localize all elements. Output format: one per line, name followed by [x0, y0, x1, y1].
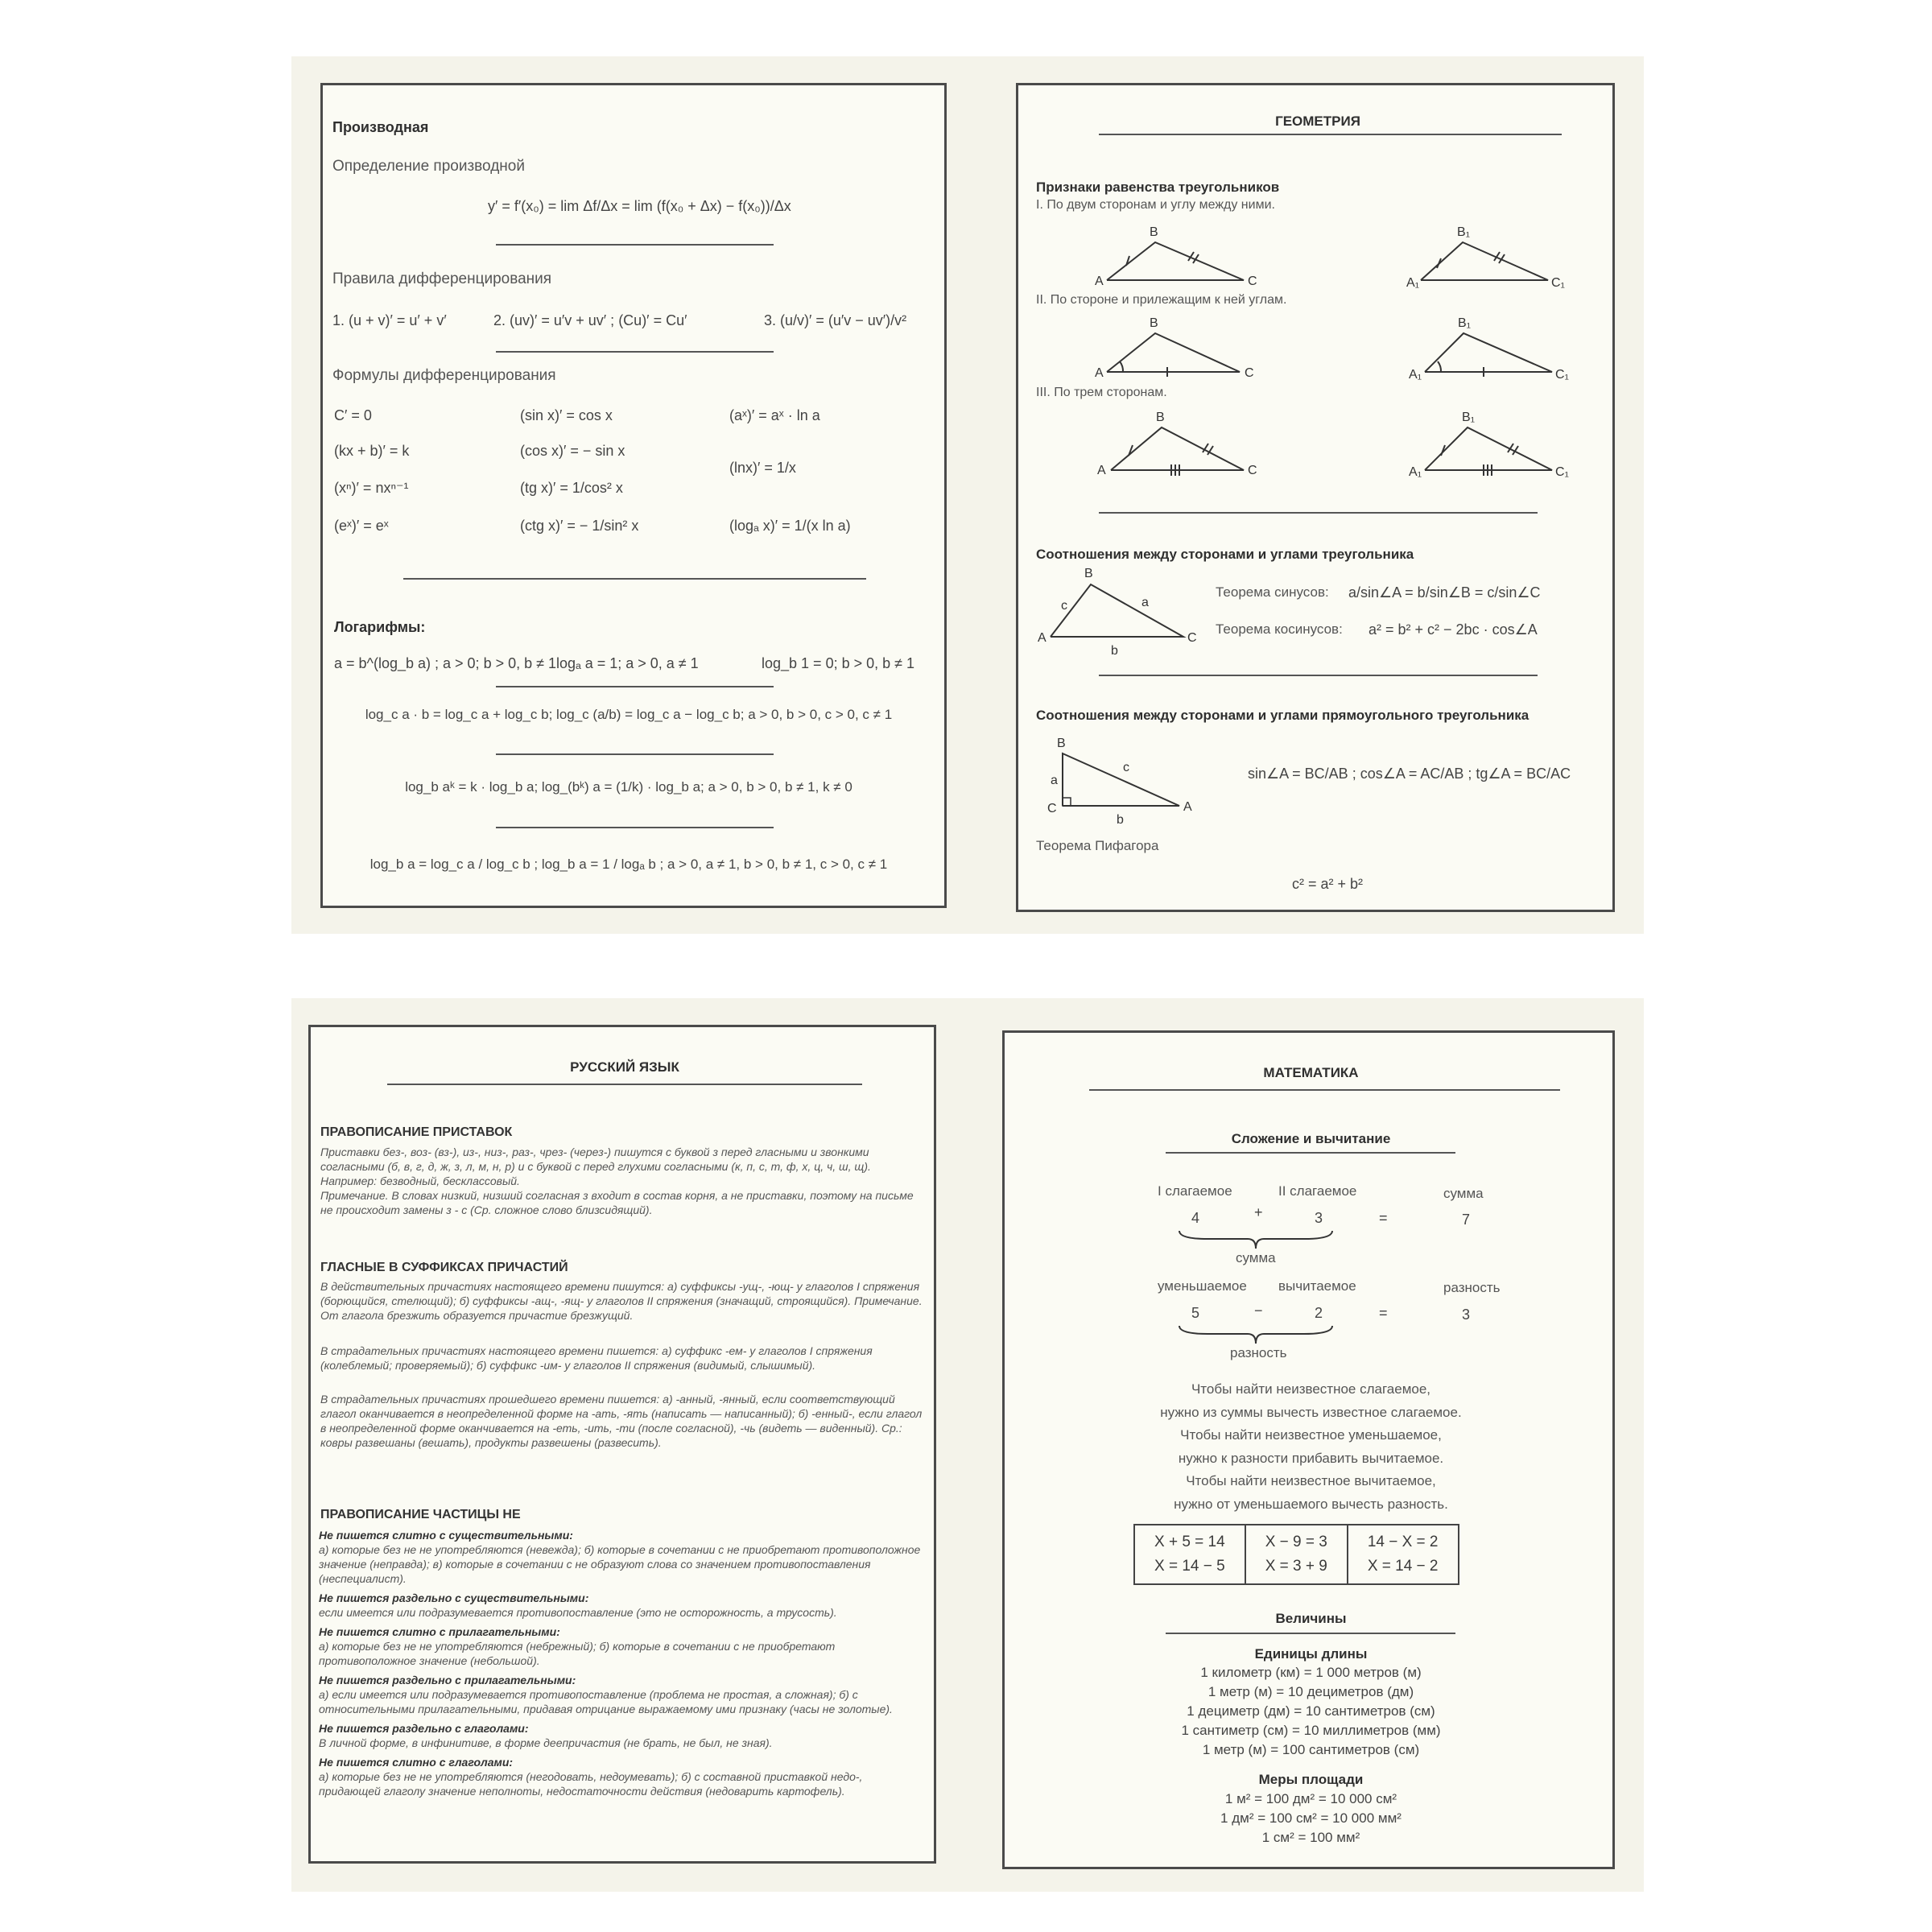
criterion-2: II. По стороне и прилежащим к ней углам.	[1036, 293, 1287, 307]
length-line: 1 метр (м) = 100 сантиметров (см)	[1202, 1742, 1420, 1757]
formula: (xⁿ)′ = nxⁿ⁻¹	[334, 480, 409, 496]
formula: (eˣ)′ = eˣ	[334, 518, 389, 534]
cosine-law-formula: a² = b² + c² − 2bc · cos∠A	[1368, 621, 1538, 638]
russian-title: РУССКИЙ ЯЗЫК	[570, 1059, 679, 1075]
geometry-panel	[1016, 83, 1615, 912]
equals-sign: =	[1379, 1210, 1388, 1226]
section-title: ПРАВОПИСАНИЕ ПРИСТАВОК	[320, 1125, 513, 1139]
vertex-label: C	[1187, 631, 1197, 645]
derivative-panel	[320, 83, 947, 908]
equality-title: Признаки равенства треугольников	[1036, 180, 1280, 195]
formula: (lnx)′ = 1/x	[729, 460, 796, 476]
table-cell	[1134, 1525, 1245, 1584]
length-title: Единицы длины	[1254, 1646, 1368, 1662]
term-value: 4	[1191, 1210, 1200, 1226]
rule-heading: Не пишется слитно с глаголами:	[319, 1756, 514, 1769]
equation: X + 5 = 14	[1154, 1534, 1225, 1550]
log-formula: log_b a = log_c a / log_c b ; log_b a = 1 / logₐ b ; a > 0, a ≠ 1, b > 0, b ≠ 1, c > 0, c ≠ 1	[369, 857, 888, 872]
vertex-label: A	[1097, 464, 1106, 477]
vertex-label: B₁	[1457, 225, 1471, 239]
triangle-abc-diagram	[1026, 564, 1203, 685]
vertex-label: A	[1183, 800, 1192, 814]
side-label: c	[1061, 599, 1067, 613]
side-label: b	[1117, 813, 1124, 827]
vertex-label: A₁	[1409, 368, 1422, 382]
divider	[1166, 1633, 1455, 1634]
vertex-label: B	[1156, 411, 1165, 424]
divider	[1166, 1152, 1455, 1154]
pythagoras-formula: c² = a² + b²	[1292, 876, 1364, 892]
vertex-label: C	[1245, 366, 1254, 380]
rule-line: Чтобы найти неизвестное уменьшаемое,	[1180, 1427, 1442, 1443]
vertex-label: A₁	[1406, 276, 1420, 290]
section-note: Примечание. В словах низкий, низший согласная з входит в состав корня, а не приставки, поэтому на письме не происходит замены з - с (Ср. сложное слово близсидящий).	[320, 1189, 914, 1216]
length-line: 1 метр (м) = 10 дециметров (дм)	[1208, 1684, 1414, 1699]
magnitudes-title: Величины	[1275, 1611, 1347, 1626]
rule-heading: Не пишется слитно с прилагательными:	[319, 1625, 560, 1638]
area-line: 1 см² = 100 мм²	[1261, 1830, 1360, 1845]
section-text: Приставки без-, воз- (вз-), из-, низ-, раз-, чрез- (через-) пишутся с буквой з перед гласными и звонкими согласными (б, в, г, д, ж, з, л, м, н, р) и с буквой с перед глухими согласными (к, п, с, т, ф, х, ц, ч, ш, щ). Например: безводный, бесклассовый.	[320, 1146, 871, 1187]
side-label: a	[1051, 774, 1058, 787]
vertex-label: B₁	[1458, 316, 1472, 330]
divider	[387, 1084, 862, 1085]
divider	[496, 827, 774, 828]
rule-line: нужно к разности прибавить вычитаемое.	[1178, 1451, 1444, 1466]
rule-heading: Не пишется раздельно с прилагательными:	[319, 1674, 576, 1686]
log-formula: log_b 1 = 0; b > 0, b ≠ 1	[762, 655, 915, 671]
equation: X = 14 − 5	[1154, 1558, 1225, 1575]
divider	[496, 686, 774, 687]
rule-text: если имеется или подразумевается противопоставление (это не осторожность, а трусость).	[319, 1606, 837, 1619]
formula: (sin x)′ = cos x	[520, 407, 613, 423]
brace	[1175, 1323, 1336, 1347]
term-label: уменьшаемое	[1158, 1278, 1247, 1294]
pythagoras-label: Теорема Пифагора	[1036, 838, 1159, 853]
term-label: II слагаемое	[1278, 1183, 1357, 1199]
divider	[496, 244, 774, 246]
right-triangle-title: Соотношения между сторонами и углами прямоугольного треугольника	[1036, 708, 1530, 723]
log-formula: log_c a · b = log_c a + log_c b; log_c (a/b) = log_c a − log_c b; a > 0, b > 0, c > 0, c ≠ 1	[365, 707, 893, 722]
triangles-diagram	[1018, 85, 1617, 536]
vertex-label: C	[1047, 802, 1057, 815]
operator: −	[1254, 1302, 1263, 1319]
vertex-label: C₁	[1551, 276, 1565, 290]
operator: +	[1254, 1204, 1263, 1220]
area-line: 1 м² = 100 дм² = 10 000 см²	[1224, 1791, 1397, 1806]
log-formula: a = b^(log_b a) ; a > 0; b > 0, b ≠ 1	[334, 655, 557, 671]
vertex-label: C₁	[1555, 465, 1569, 479]
divider	[496, 351, 774, 353]
section-text: В действительных причастиях настоящего времени пишутся: а) суффиксы -ущ-, -ющ- у глаголов I спряжения (борющийся, стелющий); б) суффиксы -ащ-, -ящ- у глаголов II спряжения (значащий, строящийся). Примечание. От глагола брезжить образуется причастие брезжущий.	[320, 1280, 923, 1322]
rule-line: нужно от уменьшаемого вычесть разность.	[1174, 1496, 1448, 1512]
term-label: разность	[1443, 1280, 1501, 1295]
vertex-label: B	[1057, 737, 1066, 750]
criterion-1: I. По двум сторонам и углу между ними.	[1036, 198, 1275, 212]
vertex-label: A₁	[1409, 465, 1422, 479]
equation: X = 3 + 9	[1265, 1558, 1327, 1575]
equations-table	[1133, 1524, 1459, 1585]
divider	[1099, 512, 1538, 514]
rule-text: а) которые без не не употребляются (негодовать, недоумевать); б) с составной приставкой недо-, придающей глаголу значение неполноты, недостаточности действия (недоварить картофель).	[319, 1770, 863, 1798]
russian-panel	[308, 1025, 936, 1864]
term-value: 3	[1462, 1307, 1471, 1323]
vertex-label: A	[1095, 366, 1104, 380]
relations-title: Соотношения между сторонами и углами треугольника	[1036, 547, 1414, 562]
rule-line: нужно из суммы вычесть известное слагаемое.	[1160, 1405, 1462, 1420]
vertex-label: B	[1150, 225, 1158, 239]
section-title: ПРАВОПИСАНИЕ ЧАСТИЦЫ НЕ	[320, 1508, 521, 1521]
divider	[403, 578, 866, 580]
vertex-label: C	[1248, 275, 1257, 288]
equation: X − 9 = 3	[1265, 1534, 1327, 1550]
area-title: Меры площади	[1258, 1772, 1364, 1787]
equals-sign: =	[1379, 1305, 1388, 1321]
sine-law-formula: a/sin∠A = b/sin∠B = c/sin∠C	[1348, 584, 1541, 601]
cosine-law-label: Теорема косинусов:	[1216, 621, 1343, 637]
vertex-label: C₁	[1555, 368, 1569, 382]
length-line: 1 дециметр (дм) = 10 сантиметров (см)	[1187, 1703, 1435, 1719]
formula: C′ = 0	[334, 407, 372, 423]
rule-1: 1. (u + v)′ = u′ + v′	[332, 312, 447, 328]
add-sub-title: Сложение и вычитание	[1231, 1131, 1391, 1146]
particle-rules	[319, 1528, 927, 1798]
vertex-label: C	[1248, 464, 1257, 477]
section-text: В страдательных причастиях настоящего времени пишется: а) суффикс -ем- у глаголов I спряжения (колеблемый; проверяемый); б) суффикс -им- у глаголов II спряжения (видимый, слышимый).	[320, 1344, 873, 1372]
brace	[1175, 1228, 1336, 1252]
formula: (cos x)′ = − sin x	[520, 443, 625, 459]
formulas-label: Формулы дифференцирования	[332, 367, 556, 384]
equation: 14 − X = 2	[1367, 1534, 1439, 1550]
side-label: c	[1123, 761, 1129, 774]
formula: (ctg x)′ = − 1/sin² x	[520, 518, 639, 534]
vertex-label: B	[1150, 316, 1158, 330]
rule-heading: Не пишется раздельно с глаголами:	[319, 1722, 529, 1735]
side-label: b	[1111, 644, 1118, 658]
term-value: 3	[1315, 1210, 1323, 1226]
term-value: 5	[1191, 1305, 1200, 1321]
rule-heading: Не пишется раздельно с существительными:	[319, 1591, 589, 1604]
rule-text: В личной форме, в инфинитиве, в форме деепричастия (не брать, не был, не зная).	[319, 1736, 773, 1749]
formula: (aˣ)′ = aˣ · ln a	[729, 407, 820, 423]
derivative-def-formula: y′ = f′(x₀) = lim Δf/Δx = lim (f(x₀ + Δx) − f(x₀))/Δx	[488, 198, 791, 214]
formula: (logₐ x)′ = 1/(x ln a)	[729, 518, 851, 534]
criterion-3: III. По трем сторонам.	[1036, 386, 1167, 399]
math-title: МАТЕМАТИКА	[1263, 1065, 1359, 1080]
rule-line: Чтобы найти неизвестное вычитаемое,	[1186, 1473, 1436, 1488]
geometry-title: ГЕОМЕТРИЯ	[1275, 114, 1360, 129]
derivative-title: Производная	[332, 119, 429, 135]
right-triangle-formula: sin∠A = BC/AB ; cos∠A = AC/AB ; tg∠A = BC/AC	[1248, 766, 1571, 782]
vertex-label: B₁	[1462, 411, 1476, 424]
table-cell	[1348, 1525, 1459, 1584]
term-value: 7	[1462, 1212, 1471, 1228]
length-line: 1 сантиметр (см) = 10 миллиметров (мм)	[1181, 1723, 1441, 1738]
term-label: сумма	[1443, 1186, 1484, 1201]
logs-title: Логарифмы:	[334, 619, 426, 635]
rule-text: а) которые без не не употребляются (невежда); б) которые в сочетании с не приобретают противоположное значение (неправда); в) которые в сочетании с не образуют слова со значением противопоставления (неспециалист).	[319, 1543, 921, 1585]
rule-3: 3. (u/v)′ = (u′v − uv′)/v²	[764, 312, 907, 328]
formula: (kx + b)′ = k	[334, 443, 410, 459]
divider	[1089, 1089, 1560, 1091]
equation: X = 14 − 2	[1367, 1558, 1439, 1575]
divider	[1099, 675, 1538, 676]
table-cell	[1245, 1525, 1348, 1584]
table-row	[1134, 1525, 1459, 1584]
right-triangle-diagram	[1026, 729, 1203, 834]
rules-label: Правила дифференцирования	[332, 270, 552, 287]
brace-label: разность	[1230, 1345, 1287, 1360]
derivative-def-label: Определение производной	[332, 158, 525, 175]
rule-heading: Не пишется слитно с существительными:	[319, 1529, 573, 1542]
divider	[496, 753, 774, 755]
side-label: a	[1141, 596, 1149, 609]
area-line: 1 дм² = 100 см² = 10 000 мм²	[1220, 1810, 1402, 1826]
rule-2: 2. (uv)′ = u′v + uv′ ; (Cu)′ = Cu′	[493, 312, 687, 328]
rule-text: а) если имеется или подразумевается противопоставление (проблема не простая, а сложная); б) с относительными прилагательными, придавая отрицание выражаемому ими признаку (часы не золотые).	[319, 1688, 893, 1715]
term-label: вычитаемое	[1278, 1278, 1356, 1294]
section-text: В страдательных причастиях прошедшего времени пишется: а) -анный, -янный, если соответствующий глагол оканчивается в неопределенной форме на -ать, -ять (написать — написанный); б) -енный-, если глагол в неопределенной форме оканчивается на -еть, -ить, -ти (после согласной), -чь (видеть — виденный). Ср.: ковры развешаны (вешать), продукты развешены (развесить).	[320, 1393, 923, 1449]
rule-text: а) которые без не не употребляются (небрежный); б) которые в сочетании с не приобретают противоположное значение (небольшой).	[319, 1640, 836, 1667]
brace-label: сумма	[1236, 1250, 1276, 1265]
math-panel	[1002, 1030, 1615, 1869]
vertex-label: A	[1095, 275, 1104, 288]
term-value: 2	[1315, 1305, 1323, 1321]
vertex-label: B	[1084, 567, 1093, 580]
log-formula: logₐ a = 1; a > 0, a ≠ 1	[556, 655, 699, 671]
log-formula: log_b aᵏ = k · log_b a; log_(bᵏ) a = (1/k) · log_b a; a > 0, b > 0, b ≠ 1, k ≠ 0	[405, 779, 852, 795]
section-title: ГЛАСНЫЕ В СУФФИКСАХ ПРИЧАСТИЙ	[320, 1261, 568, 1274]
rule-line: Чтобы найти неизвестное слагаемое,	[1191, 1381, 1431, 1397]
length-line: 1 километр (км) = 1 000 метров (м)	[1200, 1665, 1422, 1680]
sine-law-label: Теорема синусов:	[1216, 584, 1329, 600]
term-label: I слагаемое	[1158, 1183, 1232, 1199]
vertex-label: A	[1038, 631, 1046, 645]
formula: (tg x)′ = 1/cos² x	[520, 480, 623, 496]
